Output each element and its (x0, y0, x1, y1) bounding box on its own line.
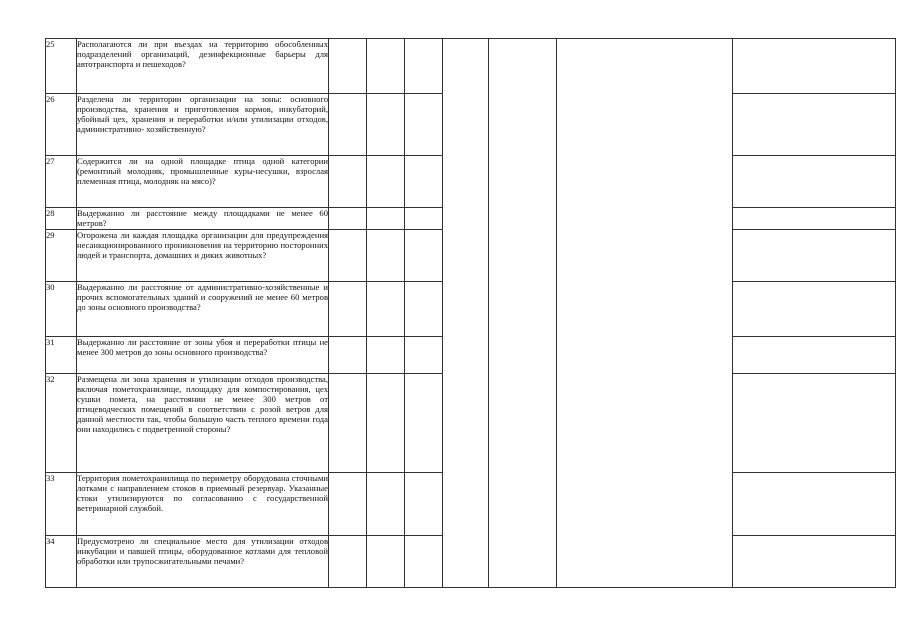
answer-yes-cell[interactable] (329, 94, 367, 156)
answer-no-cell[interactable] (367, 282, 405, 337)
notes-cell[interactable] (733, 337, 896, 374)
checklist-table (45, 38, 896, 588)
row-number: 30 (46, 282, 77, 337)
question-text: Содержится ли на одной площадке птица одной категории (ремонтный молодняк, промышленные куры-несушки, взрослая племенная птица, молодняк на мясо)? (77, 156, 329, 208)
row-number: 34 (46, 536, 77, 588)
notes-cell[interactable] (733, 374, 896, 473)
answer-na-cell[interactable] (405, 156, 443, 208)
answer-na-cell[interactable] (405, 230, 443, 282)
answer-na-cell[interactable] (405, 536, 443, 588)
table-row (46, 39, 896, 94)
question-text: Располагаются ли при въездах на территорию обособленных подразделений организаций, дезинфекционные барьеры для автотранспорта и пешеходов? (77, 39, 329, 94)
answer-no-cell[interactable] (367, 536, 405, 588)
row-number: 27 (46, 156, 77, 208)
question-text: Выдержанно ли расстояние от зоны убоя и переработки птицы не менее 300 метров до зоны основного производства? (77, 337, 329, 374)
question-text: Выдержанно ли расстояние между площадками не менее 60 метров? (77, 208, 328, 229)
answer-no-cell[interactable] (367, 337, 405, 374)
answer-no-cell[interactable] (367, 94, 405, 156)
answer-no-cell[interactable] (367, 473, 405, 536)
question-text: Разделена ли территории организации на зоны: основного производства, хранения и приготовления кормов, инкубаторий, убойный цех, хранения и переработки и/или утилизации отходов, административно- хозяйственную? (77, 94, 329, 156)
answer-yes-cell[interactable] (329, 156, 367, 208)
table-body (46, 39, 896, 588)
notes-cell[interactable] (733, 230, 896, 282)
answer-na-cell[interactable] (405, 374, 443, 473)
row-number: 32 (46, 374, 77, 473)
answer-yes-cell[interactable] (329, 473, 367, 536)
row-number: 26 (46, 94, 77, 156)
answer-yes-cell[interactable] (329, 374, 367, 473)
row-number: 28 (46, 208, 77, 230)
question-text: Огорожена ли каждая площадка организации для предупреждения несанкционированного проникновения на территорию посторонних людей и транспорта, домашних и диких животных? (77, 230, 329, 282)
notes-cell[interactable] (733, 94, 896, 156)
answer-no-cell[interactable] (367, 156, 405, 208)
answer-no-cell[interactable] (367, 374, 405, 473)
merged-column-cell (489, 39, 557, 588)
merged-column-cell (557, 39, 733, 588)
question-text: Выдержанно ли расстояние от административно-хозяйственные и прочих вспомогательных зданий и сооружений не менее 60 метров до зоны основного производства? (77, 282, 329, 337)
question-text: Территория пометохранилища по периметру оборудована сточными лотками с направлением стоков в приемный резервуар. Указанные стоки утилизируются по согласованию с государственной ветеринарной службой. (77, 473, 329, 536)
notes-cell[interactable] (733, 282, 896, 337)
notes-cell[interactable] (733, 208, 896, 230)
answer-na-cell[interactable] (405, 39, 443, 94)
answer-yes-cell[interactable] (329, 536, 367, 588)
notes-cell[interactable] (733, 156, 896, 208)
answer-na-cell[interactable] (405, 208, 443, 230)
notes-cell[interactable] (733, 39, 896, 94)
row-number: 33 (46, 473, 77, 536)
answer-na-cell[interactable] (405, 337, 443, 374)
row-number: 25 (46, 39, 77, 94)
answer-yes-cell[interactable] (329, 230, 367, 282)
answer-na-cell[interactable] (405, 94, 443, 156)
notes-cell[interactable] (733, 473, 896, 536)
answer-yes-cell[interactable] (329, 39, 367, 94)
answer-na-cell[interactable] (405, 282, 443, 337)
notes-cell[interactable] (733, 536, 896, 588)
answer-yes-cell[interactable] (329, 208, 367, 230)
row-number: 31 (46, 337, 77, 374)
answer-na-cell[interactable] (405, 473, 443, 536)
question-text: Размещена ли зона хранения и утилизации отходов производства, включая пометохранилище, площадку для компостирования, цех сушки помета, на расстоянии не менее 300 метров от птицеводческих помещений в соответствии с розой ветров для данной местности так, чтобы большую часть теплого времени года они находились с подветренной стороны? (77, 374, 329, 473)
merged-column-cell (443, 39, 489, 588)
answer-no-cell[interactable] (367, 208, 405, 230)
row-number: 29 (46, 230, 77, 282)
answer-yes-cell[interactable] (329, 337, 367, 374)
answer-yes-cell[interactable] (329, 282, 367, 337)
question-text: Предусмотрено ли специальное место для утилизации отходов инкубации и павшей птицы, оборудованное котлами для тепловой обработки или трупосжигательными печами? (77, 536, 329, 588)
answer-no-cell[interactable] (367, 230, 405, 282)
answer-no-cell[interactable] (367, 39, 405, 94)
